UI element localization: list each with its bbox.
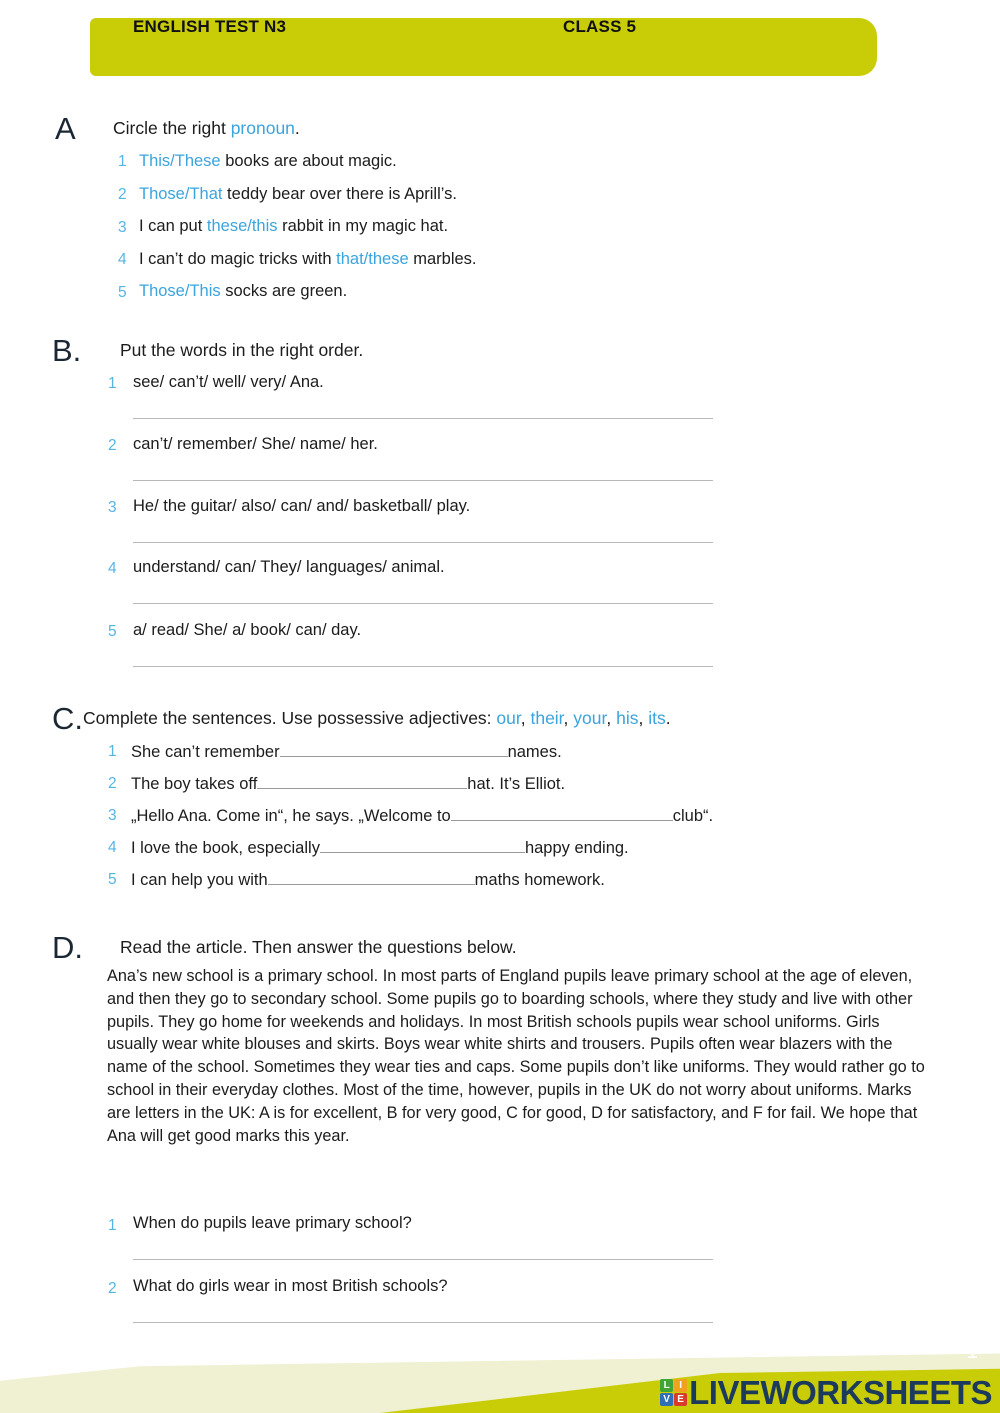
list-item-number: 1 xyxy=(118,153,127,170)
sentence-post: rabbit in my magic hat. xyxy=(277,217,449,235)
logo-tile-i: I xyxy=(674,1379,687,1392)
list-item-number: 2 xyxy=(108,775,117,792)
fill-in-blank[interactable] xyxy=(257,773,467,789)
section-c-title-before: Complete the sentences. Use possessive adjectives: xyxy=(83,708,497,728)
option-its: its xyxy=(648,708,666,728)
list-item-number: 4 xyxy=(108,560,117,577)
list-item: understand/ can/ They/ languages/ animal. xyxy=(133,558,445,576)
option-our: our xyxy=(496,708,521,728)
question-text: When do pupils leave primary school? xyxy=(133,1214,412,1232)
list-item xyxy=(131,869,605,890)
logo-tile-v: V xyxy=(660,1393,673,1406)
pronoun-choice[interactable]: Those/That xyxy=(139,185,223,203)
section-c-title: Complete the sentences. Use possessive adjectives: our, their, your, his, its. xyxy=(83,708,671,728)
answer-line[interactable] xyxy=(133,603,713,604)
sentence-before-blank: „Hello Ana. Come in“, he says. „Welcome to xyxy=(131,807,451,825)
list-item-number: 2 xyxy=(108,437,117,454)
section-a-letter: A xyxy=(55,111,76,146)
list-item-number: 3 xyxy=(118,219,127,236)
list-item-number: 1 xyxy=(108,375,117,392)
question-text: What do girls wear in most British schools? xyxy=(133,1277,448,1295)
list-item-number: 4 xyxy=(108,839,117,856)
answer-line[interactable] xyxy=(133,418,713,419)
pronoun-choice[interactable]: This/These xyxy=(139,152,221,170)
list-item-number: 1 xyxy=(108,743,117,760)
list-item xyxy=(139,217,448,236)
logo-tiles xyxy=(660,1379,687,1406)
list-item-number: 2 xyxy=(118,186,127,203)
class-label: CLASS 5 xyxy=(563,17,637,36)
section-b-letter: B. xyxy=(52,333,82,368)
sentence-rest: teddy bear over there is Aprill’s. xyxy=(222,185,457,203)
sentence-before-blank: I love the book, especially xyxy=(131,839,320,857)
pronoun-choice[interactable]: that/these xyxy=(336,250,409,268)
section-a-title xyxy=(113,118,300,139)
section-d-letter: D. xyxy=(52,930,83,965)
sentence-after-blank: names. xyxy=(507,743,562,761)
logo-tile-l: L xyxy=(660,1379,673,1392)
sentence-pre: I can put xyxy=(139,217,207,235)
footer xyxy=(0,1328,1000,1413)
list-item-number: 5 xyxy=(118,284,127,301)
list-item xyxy=(139,250,477,269)
list-item-number: 5 xyxy=(108,871,117,888)
list-item xyxy=(139,152,397,171)
list-item-number: 4 xyxy=(118,251,127,268)
sentence-after-blank: club“. xyxy=(672,807,714,825)
option-their: their xyxy=(530,708,564,728)
logo-tile-e: E xyxy=(674,1393,687,1406)
fill-in-blank[interactable] xyxy=(268,869,475,885)
sentence-post: marbles. xyxy=(408,250,477,268)
list-item-number: 5 xyxy=(108,623,117,640)
list-item xyxy=(131,837,629,858)
page-number: 1 xyxy=(966,1340,978,1363)
fill-in-blank[interactable] xyxy=(451,805,673,821)
list-item-number: 3 xyxy=(108,807,117,824)
list-item xyxy=(131,805,713,826)
fill-in-blank[interactable] xyxy=(320,837,525,853)
sentence-before-blank: The boy takes off xyxy=(131,775,258,793)
pronoun-choice[interactable]: these/this xyxy=(206,217,278,235)
question-number: 2 xyxy=(108,1280,117,1297)
page-title: ENGLISH TEST N3 xyxy=(133,17,287,36)
sentence-rest: books are about magic. xyxy=(220,152,397,170)
reading-passage: Ana’s new school is a primary school. In most parts of England pupils leave primary school at the age of eleven, and then they go to secondary school. Some pupils go to boarding schools, where they study and live with other pupils. They go home for weekends and holidays. In most British schools pupils wear school uniforms. Girls usually wear white blouses and skirts. Boys wear white shirts and trousers. Pupils often wear blazers with the name of the school. Sometimes they wear ties and caps. Some pupils don’t like uniforms. They would rather go to school in their everyday clothes. Most of the time, however, pupils in the UK do not worry about uniforms. Marks are letters in the UK: A is for excellent, B for very good, C for good, D for satisfactory, and F for fail. We hope that Ana will get good marks this year. xyxy=(107,967,925,1145)
sentence-after-blank: hat. It’s Elliot. xyxy=(467,775,566,793)
section-a-title-before: Circle the right xyxy=(113,118,231,138)
section-c-letter: C. xyxy=(52,701,83,736)
section-a-title-after: . xyxy=(294,118,300,138)
answer-line[interactable] xyxy=(133,1259,713,1260)
sentence-before-blank: I can help you with xyxy=(131,871,268,889)
answer-line[interactable] xyxy=(133,480,713,481)
logo-wordmark: LIVEWORKSHEETS xyxy=(689,1374,992,1411)
sentence-before-blank: She can’t remember xyxy=(131,743,280,761)
section-c-title-after: . xyxy=(665,708,671,728)
list-item xyxy=(139,185,457,204)
pronoun-choice[interactable]: Those/This xyxy=(139,282,221,300)
option-his: his xyxy=(616,708,639,728)
list-item: He/ the guitar/ also/ can/ and/ basketball/ play. xyxy=(133,497,471,515)
section-d-title: Read the article. Then answer the questions below. xyxy=(120,937,517,957)
sentence-after-blank: happy ending. xyxy=(524,839,629,857)
sentence-after-blank: maths homework. xyxy=(474,871,605,889)
question-number: 1 xyxy=(108,1217,117,1234)
list-item-number: 3 xyxy=(108,499,117,516)
answer-line[interactable] xyxy=(133,666,713,667)
list-item xyxy=(131,773,565,794)
answer-line[interactable] xyxy=(133,1322,713,1323)
sentence-pre: I can’t do magic tricks with xyxy=(139,250,337,268)
list-item xyxy=(139,282,347,301)
list-item: see/ can’t/ well/ very/ Ana. xyxy=(133,373,324,391)
option-your: your xyxy=(573,708,607,728)
list-item: can’t/ remember/ She/ name/ her. xyxy=(133,435,378,453)
section-b-title: Put the words in the right order. xyxy=(120,340,364,360)
section-a-title-accent: pronoun xyxy=(230,118,295,138)
fill-in-blank[interactable] xyxy=(280,741,508,757)
liveworksheets-logo[interactable] xyxy=(660,1376,992,1409)
list-item: a/ read/ She/ a/ book/ can/ day. xyxy=(133,621,362,639)
list-item xyxy=(131,741,562,762)
sentence-rest: socks are green. xyxy=(220,282,348,300)
answer-line[interactable] xyxy=(133,542,713,543)
